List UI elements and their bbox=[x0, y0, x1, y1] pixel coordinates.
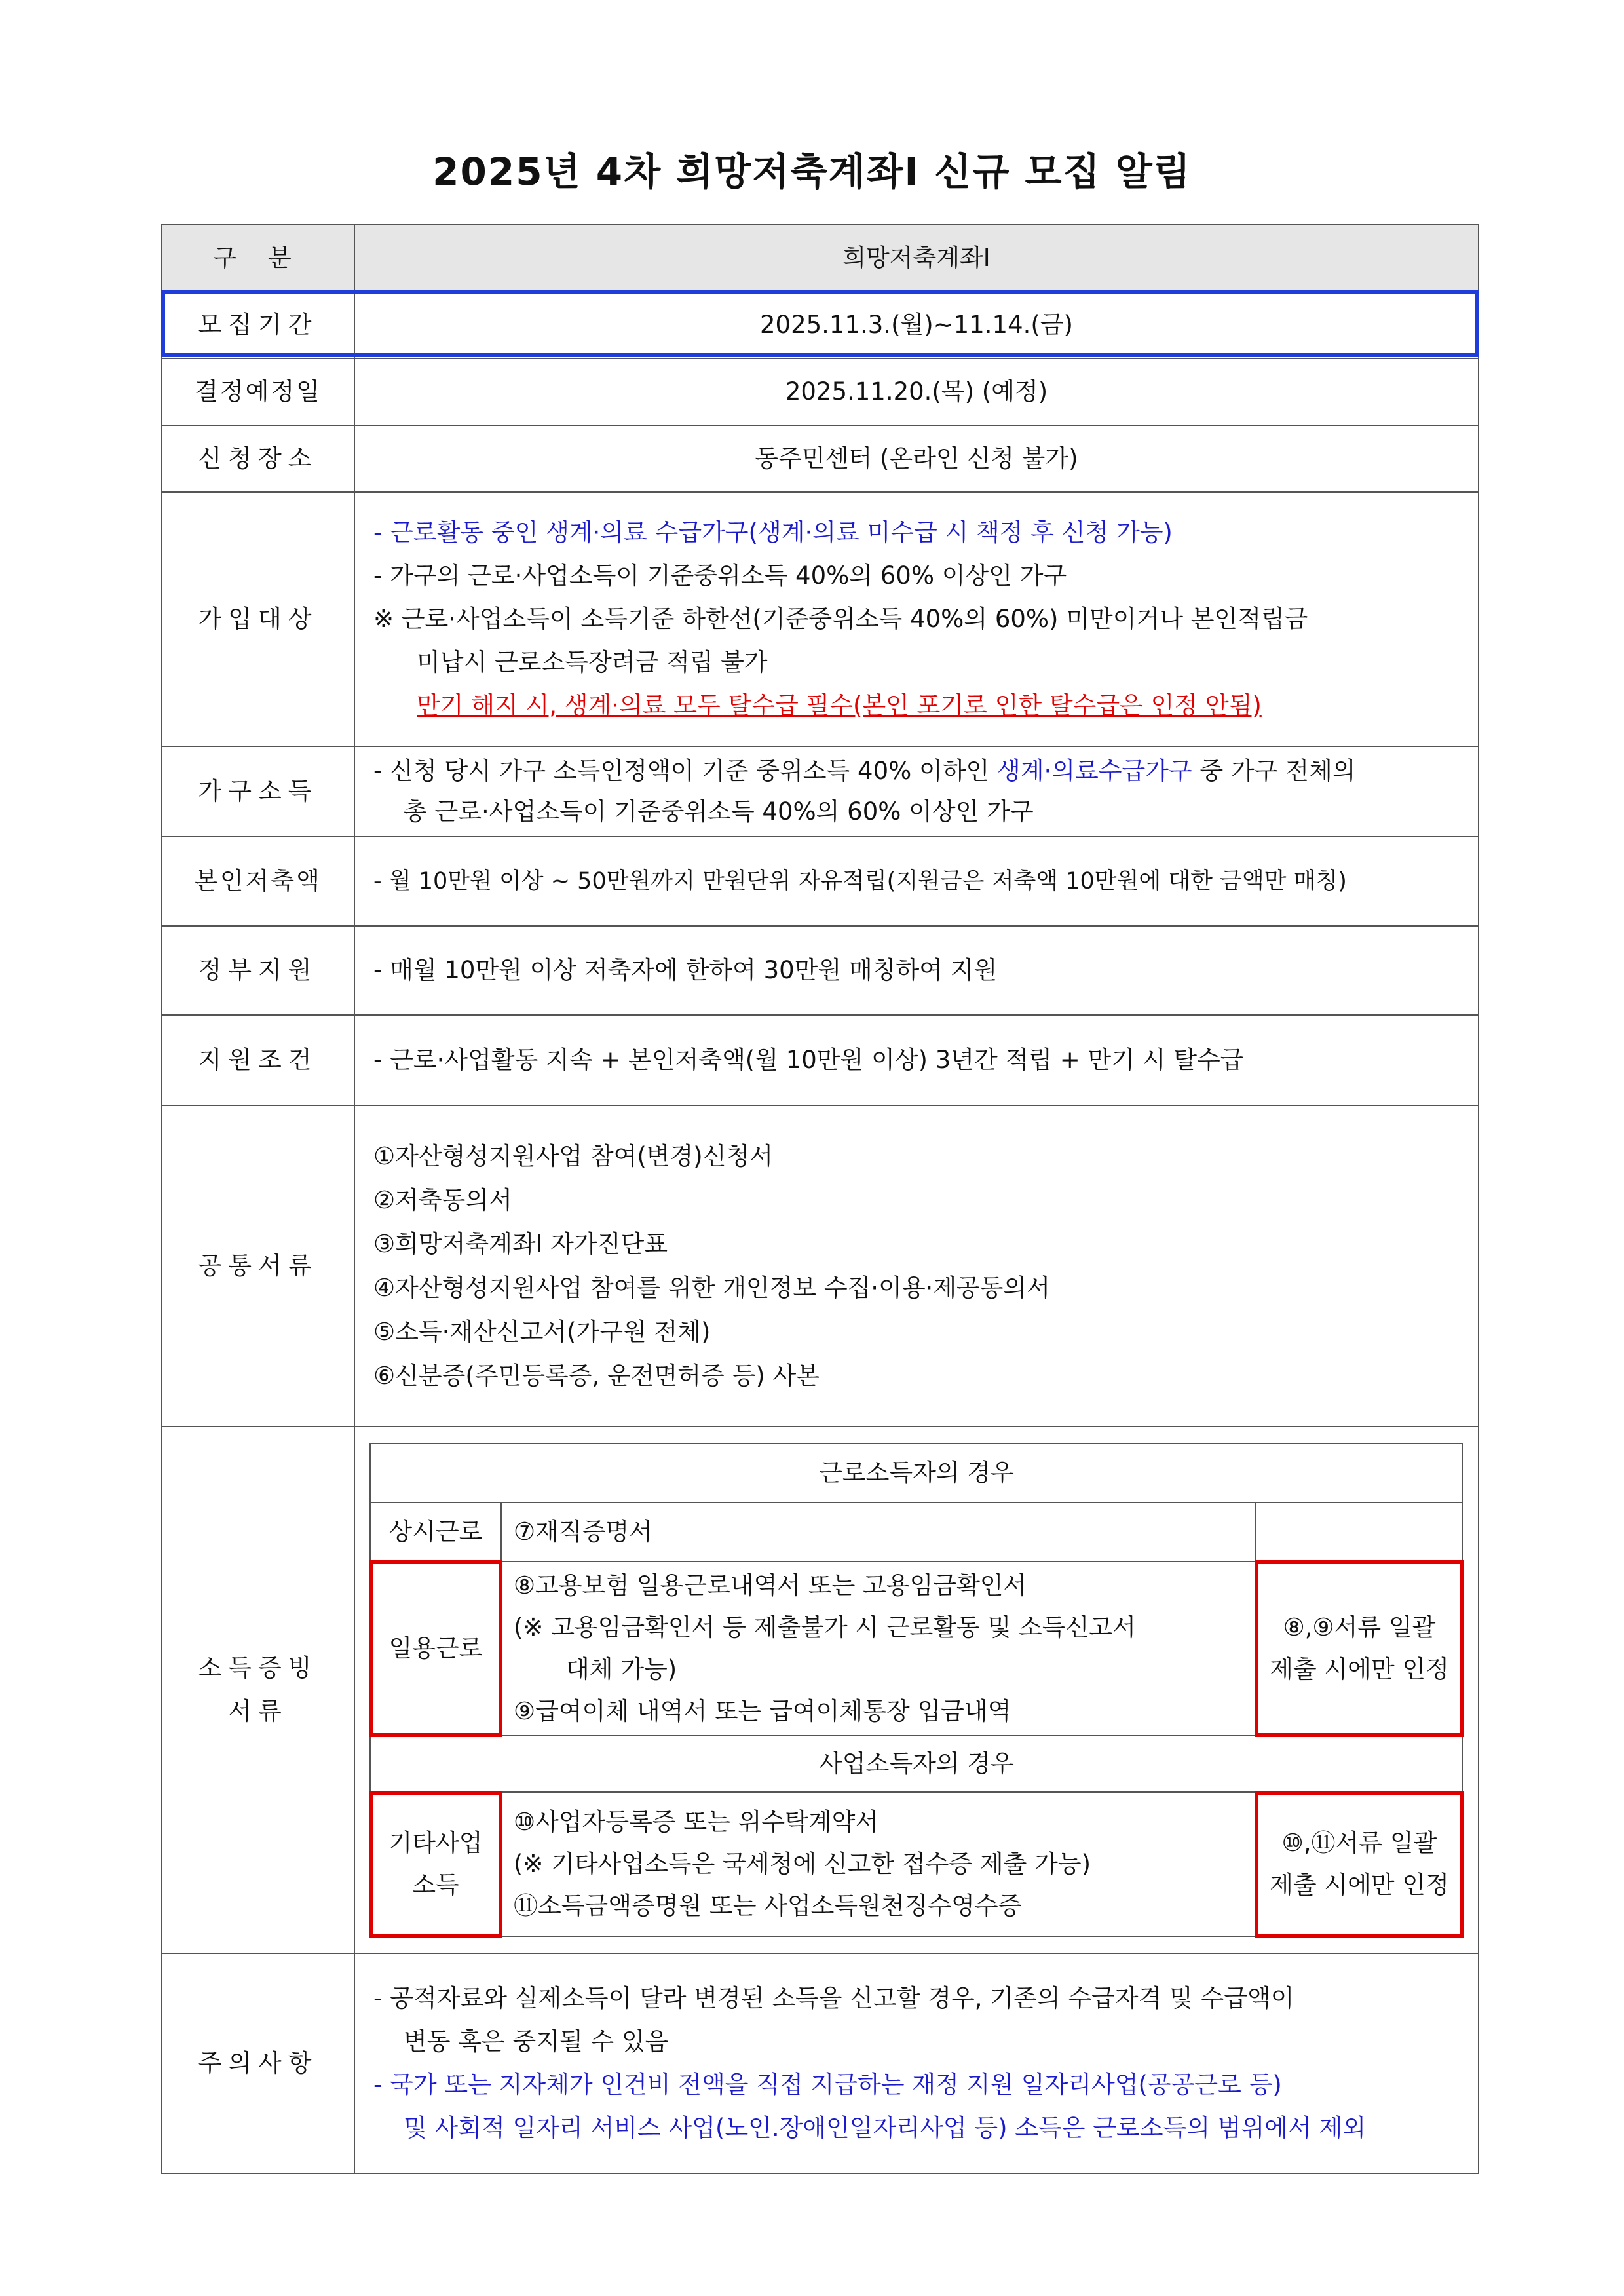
conditions-value: - 근로·사업활동 지속 + 본인저축액(월 10만원 이상) 3년간 적립 + 만기 시 탈수급 bbox=[354, 1015, 1479, 1105]
common-docs-list bbox=[354, 1105, 1479, 1426]
decision-value: 2025.11.20.(목) (예정) bbox=[354, 358, 1479, 425]
other-business-label bbox=[370, 1792, 501, 1936]
row-income-proof bbox=[162, 1426, 1479, 1953]
other-doc-line: ⑩사업자등록증 또는 위수탁계약서 bbox=[514, 1808, 879, 1836]
daily-doc-line: (※ 고용임금확인서 등 제출불가 시 근로활동 및 소득신고서 bbox=[514, 1613, 1136, 1641]
income-proof-label bbox=[162, 1426, 354, 1953]
other-business-note bbox=[1256, 1792, 1463, 1936]
household-income-label: 가구소득 bbox=[162, 746, 354, 837]
row-savings bbox=[162, 837, 1479, 926]
header-value: 희망저축계좌Ⅰ bbox=[354, 225, 1479, 292]
row-conditions bbox=[162, 1015, 1479, 1105]
decision-label: 결정예정일 bbox=[162, 358, 354, 425]
daily-doc-line: ⑧고용보험 일용근로내역서 또는 고용임금확인서 bbox=[514, 1571, 1027, 1599]
notes-line-3: - 국가 또는 지자체가 인건비 전액을 직접 지급하는 재정 지원 일자리사업(공공근로 등) bbox=[373, 2071, 1282, 2099]
eligibility-line-4: 미납시 근로소득장려금 적립 불가 bbox=[417, 648, 768, 676]
common-doc-item: ①자산형성지원사업 참여(변경)신청서 bbox=[373, 1142, 773, 1170]
row-eligibility bbox=[162, 492, 1479, 746]
row-decision bbox=[162, 358, 1479, 425]
household-income-line-2: 총 근로·사업소득이 기준중위소득 40%의 60% 이상인 가구 bbox=[404, 797, 1034, 826]
other-business-docs bbox=[501, 1792, 1256, 1936]
notes-line-2: 변동 혹은 중지될 수 있음 bbox=[404, 2027, 669, 2056]
income-proof-content bbox=[354, 1426, 1479, 1953]
daily-work-note bbox=[1256, 1561, 1463, 1736]
other-business-label-line-1: 기타사업 bbox=[388, 1829, 483, 1857]
gov-support-value: - 매월 10만원 이상 저축자에 한하여 30만원 매칭하여 지원 bbox=[354, 926, 1479, 1015]
header-label: 구 분 bbox=[162, 225, 354, 292]
place-value: 동주민센터 (온라인 신청 불가) bbox=[354, 425, 1479, 492]
notes-value bbox=[354, 1953, 1479, 2173]
daily-work-docs bbox=[501, 1561, 1256, 1736]
row-notes bbox=[162, 1953, 1479, 2173]
gov-support-label: 정부지원 bbox=[162, 926, 354, 1015]
eligibility-line-1: - 근로활동 중인 생계·의료 수급가구(생계·의료 미수급 시 책정 후 신청 가능) bbox=[373, 518, 1173, 546]
daily-doc-line: 대체 가능) bbox=[566, 1655, 677, 1683]
income-proof-table bbox=[369, 1443, 1463, 1937]
row-household-income bbox=[162, 746, 1479, 837]
common-doc-item: ⑤소득·재산신고서(가구원 전체) bbox=[373, 1318, 711, 1346]
eligibility-label: 가입대상 bbox=[162, 492, 354, 746]
earned-income-header: 근로소득자의 경우 bbox=[370, 1444, 1463, 1502]
period-value: 2025.11.3.(월)~11.14.(금) bbox=[354, 292, 1479, 358]
notes-label: 주의사항 bbox=[162, 1953, 354, 2173]
daily-note-line-2: 제출 시에만 인정 bbox=[1270, 1655, 1449, 1683]
other-note-line-1: ⑩,⑪서류 일괄 bbox=[1281, 1829, 1437, 1857]
income-proof-label-line-2: 서류 bbox=[228, 1697, 288, 1725]
household-income-text-a: - 신청 당시 가구 소득인정액이 기준 중위소득 40% 이하인 bbox=[373, 757, 998, 785]
period-label: 모집기간 bbox=[162, 292, 354, 358]
income-proof-label-line-1: 소득증빙 bbox=[198, 1654, 318, 1682]
table-header-row bbox=[162, 225, 1479, 292]
place-label: 신청장소 bbox=[162, 425, 354, 492]
other-note-line-2: 제출 시에만 인정 bbox=[1270, 1871, 1449, 1899]
row-common-docs bbox=[162, 1105, 1479, 1426]
daily-work-label: 일용근로 bbox=[370, 1561, 501, 1736]
notes-line-1: - 공적자료와 실제소득이 달라 변경된 소득을 신고할 경우, 기존의 수급자격 및 수급액이 bbox=[373, 1984, 1294, 2012]
period-highlight-box bbox=[161, 290, 1479, 357]
row-gov-support bbox=[162, 926, 1479, 1015]
common-doc-item: ⑥신분증(주민등록증, 운전면허증 등) 사본 bbox=[373, 1362, 820, 1390]
row-place bbox=[162, 425, 1479, 492]
business-income-header: 사업소득자의 경우 bbox=[370, 1736, 1463, 1792]
eligibility-warning: 만기 해지 시, 생계·의료 모두 탈수급 필수(본인 포기로 인한 탈수급은 인정 안됨) bbox=[417, 691, 1262, 719]
eligibility-value bbox=[354, 492, 1479, 746]
common-docs-label: 공통서류 bbox=[162, 1105, 354, 1426]
savings-label: 본인저축액 bbox=[162, 837, 354, 926]
regular-work-note bbox=[1256, 1502, 1463, 1561]
page-title: 2025년 4차 희망저축계좌Ⅰ 신규 모집 알림 bbox=[432, 149, 1192, 194]
daily-doc-line: ⑨급여이체 내역서 또는 급여이체통장 입금내역 bbox=[514, 1697, 1011, 1725]
other-business-label-line-2: 소득 bbox=[412, 1871, 459, 1899]
eligibility-line-2: - 가구의 근로·사업소득이 기준중위소득 40%의 60% 이상인 가구 bbox=[373, 562, 1067, 590]
common-doc-item: ④자산형성지원사업 참여를 위한 개인정보 수집·이용·제공동의서 bbox=[373, 1274, 1051, 1302]
info-table bbox=[161, 224, 1479, 2174]
conditions-label: 지원조건 bbox=[162, 1015, 354, 1105]
regular-work-label: 상시근로 bbox=[370, 1502, 501, 1561]
regular-work-doc: ⑦재직증명서 bbox=[501, 1502, 1256, 1561]
household-income-value bbox=[354, 746, 1479, 837]
savings-value: - 월 10만원 이상 ~ 50만원까지 만원단위 자유적립(지원금은 저축액 10만원에 대한 금액만 매칭) bbox=[354, 837, 1479, 926]
other-doc-line: ⑪소득금액증명원 또는 사업소득원천징수영수증 bbox=[514, 1892, 1022, 1920]
daily-note-line-1: ⑧,⑨서류 일괄 bbox=[1283, 1613, 1436, 1641]
eligibility-line-3: ※ 근로·사업소득이 소득기준 하한선(기준중위소득 40%의 60%) 미만이거나 본인적립금 bbox=[373, 605, 1308, 633]
notes-line-4: 및 사회적 일자리 서비스 사업(노인.장애인일자리사업 등) 소득은 근로소득의 범위에서 제외 bbox=[404, 2114, 1366, 2142]
other-doc-line: (※ 기타사업소득은 국세청에 신고한 접수증 제출 가능) bbox=[514, 1850, 1091, 1878]
common-doc-item: ②저축동의서 bbox=[373, 1186, 512, 1214]
household-income-text-c: 중 가구 전체의 bbox=[1192, 757, 1356, 785]
common-doc-item: ③희망저축계좌Ⅰ 자가진단표 bbox=[373, 1230, 668, 1258]
household-income-highlight: 생계·의료수급가구 bbox=[997, 757, 1192, 785]
